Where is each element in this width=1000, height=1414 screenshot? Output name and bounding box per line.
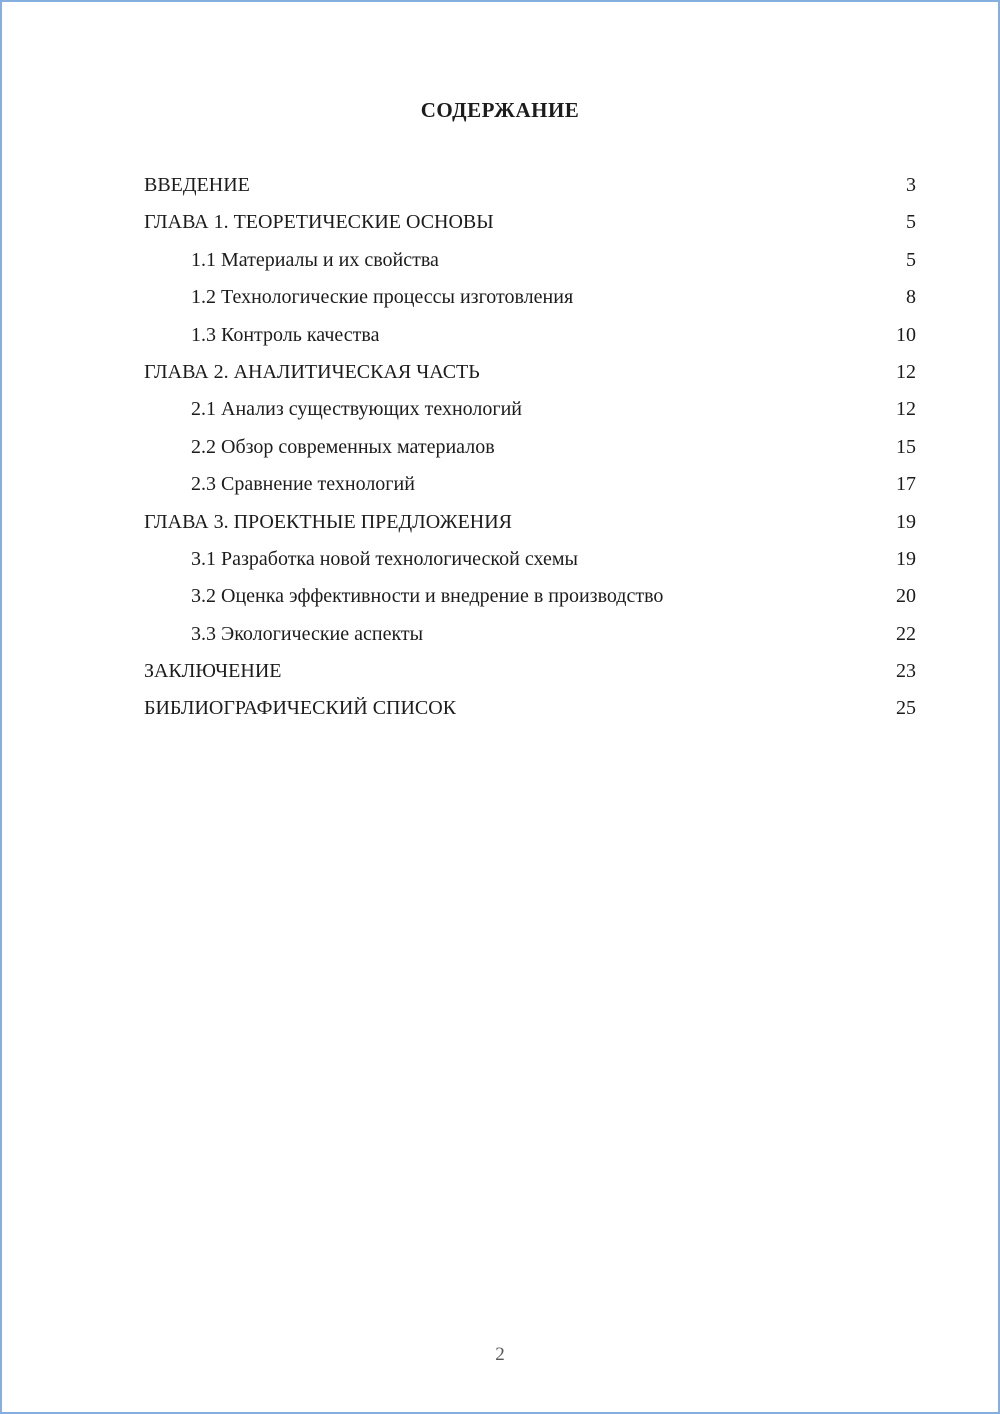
toc-entry (144, 622, 916, 659)
toc-entry-page: 19 (896, 510, 916, 533)
toc-entry-label: 3.1 Разработка новой технологической схемы (191, 547, 578, 570)
toc-entry-label: ГЛАВА 2. АНАЛИТИЧЕСКАЯ ЧАСТЬ (144, 360, 480, 383)
toc-entry-page: 10 (896, 323, 916, 346)
toc-entry (144, 360, 916, 397)
toc-entry-page: 8 (906, 286, 916, 309)
toc-entry-label: 2.2 Обзор современных материалов (191, 435, 495, 458)
toc-entry-label: 2.1 Анализ существующих технологий (191, 398, 522, 421)
toc-entry-label: ГЛАВА 3. ПРОЕКТНЫЕ ПРЕДЛОЖЕНИЯ (144, 510, 513, 533)
toc-entry (144, 659, 916, 696)
toc-entry (144, 435, 916, 472)
toc-entry-label: 1.2 Технологические процессы изготовления (191, 286, 574, 309)
toc-entry-page: 17 (896, 473, 916, 496)
toc-entry-page: 20 (896, 585, 916, 608)
toc-entry (144, 696, 916, 733)
toc-entry-label: 3.3 Экологические аспекты (191, 622, 424, 645)
toc-entry (144, 210, 916, 247)
toc-entry (144, 173, 916, 210)
toc-entry-page: 22 (896, 622, 916, 645)
page-number-footer: 2 (495, 1344, 505, 1365)
toc-entry (144, 397, 916, 434)
toc-entry (144, 285, 916, 322)
toc-entry-page: 19 (896, 547, 916, 570)
toc-entry-label: ВВЕДЕНИЕ (144, 174, 250, 196)
toc-entry-page: 25 (896, 697, 916, 720)
toc-entry (144, 584, 916, 621)
toc-entry-page: 12 (896, 360, 916, 383)
toc-entry-page: 12 (896, 398, 916, 421)
toc-entry (144, 547, 916, 584)
toc-entry-page: 3 (906, 174, 916, 196)
toc-entry-label: ЗАКЛЮЧЕНИЕ (144, 660, 282, 683)
toc-entry-label: 1.1 Материалы и их свойства (191, 248, 439, 271)
toc-entry-label: ГЛАВА 1. ТЕОРЕТИЧЕСКИЕ ОСНОВЫ (144, 211, 494, 234)
table-of-contents (2, 173, 998, 734)
toc-entry-label: 3.2 Оценка эффективности и внедрение в производство (191, 585, 664, 608)
toc-entry-label: БИБЛИОГРАФИЧЕСКИЙ СПИСОК (144, 697, 457, 720)
toc-entry (144, 472, 916, 509)
toc-entry-label: 2.3 Сравнение технологий (191, 473, 415, 496)
toc-entry (144, 248, 916, 285)
toc-entry (144, 323, 916, 360)
toc-entry-page: 5 (906, 211, 916, 234)
toc-entry-label: 1.3 Контроль качества (191, 323, 380, 346)
toc-entry-page: 23 (896, 660, 916, 683)
toc-entry-page: 5 (906, 248, 916, 271)
toc-entry (144, 510, 916, 547)
page-title: СОДЕРЖАНИЕ (420, 98, 580, 122)
toc-entry-page: 15 (896, 435, 916, 458)
